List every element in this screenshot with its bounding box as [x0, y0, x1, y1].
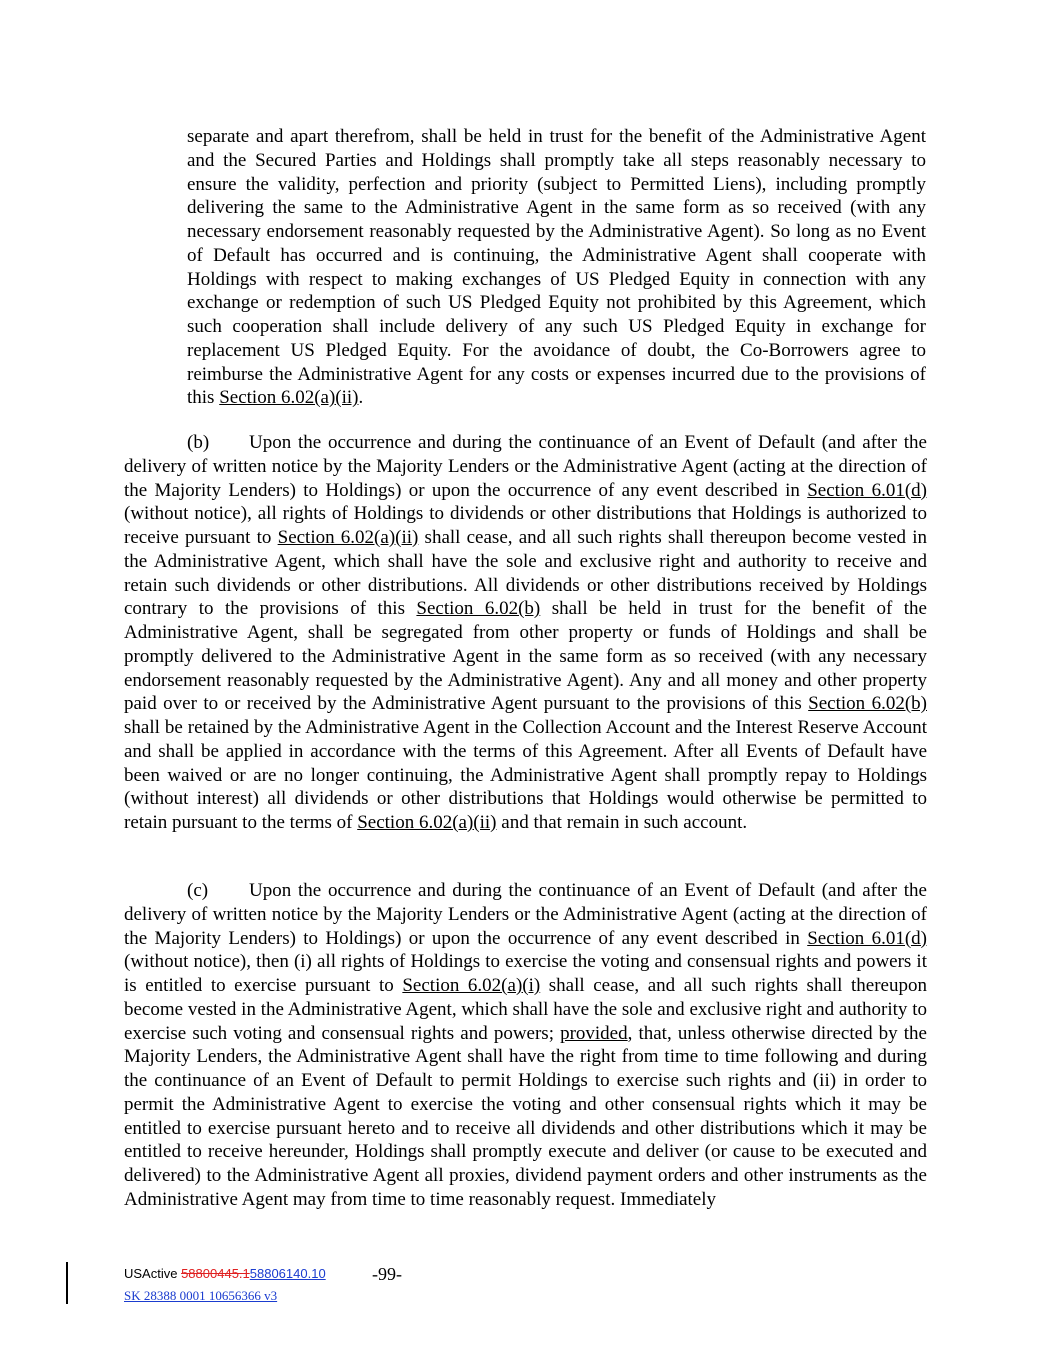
paragraph-text: (without notice), all rights of Holdings to dividends or other distributions that Holdings is authorized to receive pursuant to — [124, 503, 927, 548]
section-reference: Section 6.02(a)(ii) — [357, 812, 497, 833]
paragraph-text: shall cease, and all such rights shall thereupon become vested in the Administrative Agent, which shall have the sole and exclusive right and authority to exercise such voting and consensual rights and powers; — [124, 975, 927, 1044]
paragraph-text: . — [358, 387, 364, 409]
section-reference: Section 6.02(a)(ii) — [219, 387, 359, 409]
paragraph-label: (b) — [187, 432, 210, 453]
section-reference: Section 6.02(a)(ii) — [277, 527, 419, 548]
paragraph-b — [124, 431, 927, 835]
provided-term: provided — [560, 1022, 628, 1044]
section-reference: Section 6.02(b) — [808, 693, 927, 715]
section-reference: Section 6.01(d) — [807, 927, 927, 949]
inserted-doc-number: 58806140.10 — [249, 1266, 326, 1281]
paragraph-text: Upon the occurrence and during the continuance of an Event of Default (and after the delivery of written notice by the Majority Lenders or the Administrative Agent (acting at the direction of the Majority Lenders) to Holdings) or upon the occurrence of any event described in — [124, 432, 927, 501]
paragraph-text: shall be held in trust for the benefit of the Administrative Agent, shall be segregated from other property or funds of Holdings and shall be promptly delivered to the Administrative Agent in the same form as so received (with any necessary endorsement reasonably requested by the Administrative Agent). Any and all money and other property paid over to or received by the Administrative Agent pursuant to the provisions of this — [124, 598, 927, 715]
paragraph-label: (c) — [187, 880, 209, 901]
paragraph-text: Upon the occurrence and during the continuance of an Event of Default (and after the delivery of written notice by the Majority Lenders or the Administrative Agent (acting at the direction of the Majority Lenders) to Holdings) or upon the occurrence of any event described in — [124, 880, 927, 949]
section-reference: Section 6.02(b) — [416, 598, 541, 620]
section-reference: Section 6.01(d) — [807, 479, 927, 501]
paragraph-text: , that, unless otherwise directed by the Majority Lenders, the Administrative Agent shall have the right from time to time following and during the continuance of an Event of Default to permit Holdings to exercise such rights and (ii) in order to permit the Administrative Agent to exercise the voting and other consensual rights which it may be entitled to exercise pursuant hereto and to receive all dividends and other distributions which it may be entitled to receive hereunder, Holdings shall promptly execute and deliver (or cause to be executed and delivered) to the Administrative Agent all proxies, dividend payment orders and other instruments as the Administrative Agent may from time to time reasonably request. Immediately — [124, 1022, 927, 1210]
paragraph-text: shall be retained by the Administrative Agent in the Collection Account and the Interest Reserve Account and shall be applied in accordance with the terms of this Agreement. After all Events of Default have been waived or are no longer continuing, the Administrative Agent shall promptly repay to Holdings (without interest) all dividends or other distributions that Holdings would otherwise be permitted to retain pursuant to the terms of — [124, 717, 927, 833]
page-number: -99- — [372, 1264, 402, 1284]
paragraph-c — [124, 879, 927, 1212]
deleted-doc-number: 58800445.1 — [181, 1266, 250, 1281]
paragraph-text: and that remain in such account. — [496, 812, 748, 833]
paragraph-text: (without notice), then (i) all rights of Holdings to exercise the voting and consensual rights and powers it is entitled to exercise pursuant to — [124, 951, 927, 996]
change-bar — [66, 1262, 68, 1304]
paragraph-text: shall cease, and all such rights shall thereupon become vested in the Administrative Agent, which shall have the sole and exclusive right and authority to receive and retain such dividends or other distributions. All dividends or other distributions received by Holdings contrary to the provisions of this — [124, 527, 927, 620]
paragraph-text: separate and apart therefrom, shall be held in trust for the benefit of the Administrative Agent and the Secured Parties and Holdings shall promptly take all steps reasonably necessary to ensure the validity, perfection and priority (subject to Permitted Liens), including promptly delivering the same to the Administrative Agent in the same form as so received (with any necessary endorsement reasonably requested by the Administrative Agent). So long as no Event of Default has occurred and is continuing, the Administrative Agent shall cooperate with Holdings with respect to making exchanges of US Pledged Equity in connection with any exchange or redemption of such US Pledged Equity not prohibited by this Agreement, which such cooperation shall include delivery of any such US Pledged Equity in exchange for replacement US Pledged Equity. For the avoidance of doubt, the Co-Borrowers agree to reimburse the Administrative Agent for any costs or expenses incurred due to the provisions of this — [187, 126, 926, 409]
section-reference: Section 6.02(a)(i) — [402, 975, 541, 996]
paragraph-continuation — [187, 125, 926, 410]
footer-doc-id — [124, 1266, 326, 1282]
doc-prefix: USActive — [124, 1266, 182, 1281]
footer-sk-reference: SK 28388 0001 10656366 v3 — [124, 1288, 278, 1303]
